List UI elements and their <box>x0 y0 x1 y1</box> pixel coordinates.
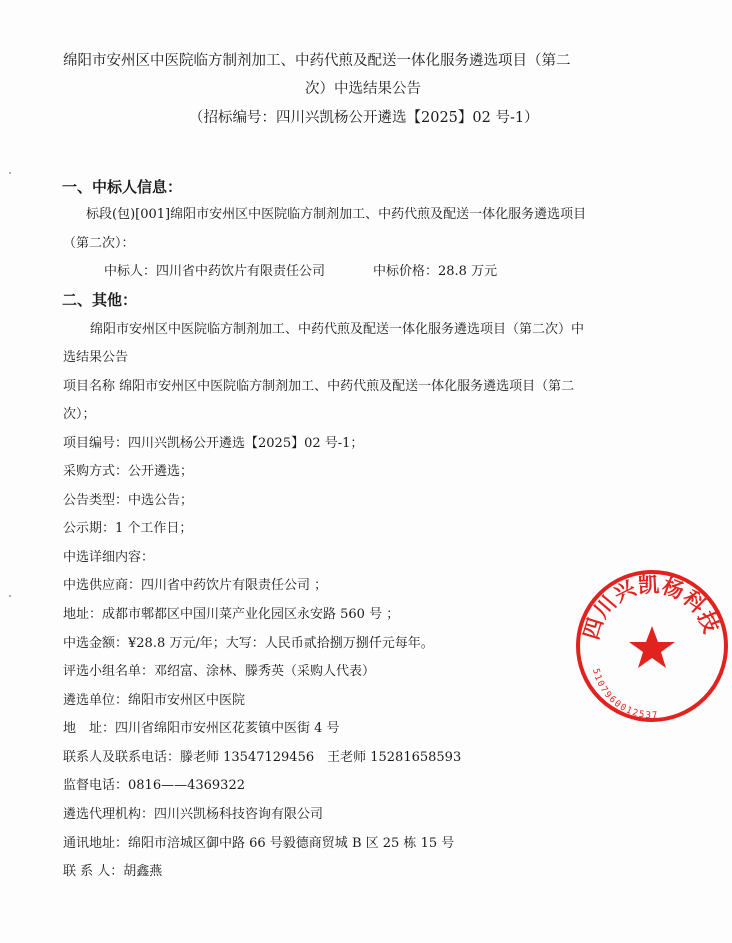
publicity-period: 公示期：1 个工作日； <box>63 521 193 536</box>
seal-code: 5107960012537 <box>590 667 660 722</box>
lot-line1: 标段(包)[001]绵阳市安州区中医院临方制剂加工、中药代煎及配送一体化服务遴选项目 <box>86 207 587 222</box>
agency: 遴选代理机构：四川兴凯杨科技咨询有限公司 <box>63 807 324 822</box>
supervision-phone: 监督电话：0816——4369322 <box>63 778 245 793</box>
project-name-line2: 次）； <box>63 407 96 422</box>
section2-heading: 二、其他： <box>62 291 138 309</box>
project-number: 项目编号：四川兴凯杨公开遴选【2025】02 号-1； <box>63 436 364 451</box>
seal-text: 四川兴凯杨科技 <box>578 572 724 643</box>
doc-title-line2: 次）中选结果公告 <box>305 81 421 97</box>
project-name-line1: 项目名称 绵阳市安州区中医院临方制剂加工、中药代煎及配送一体化服务遴选项目（第二 <box>63 379 575 394</box>
lot-line2: （第二次）： <box>63 236 135 251</box>
agency-contact: 联 系 人：胡鑫燕 <box>63 864 163 879</box>
section1-heading: 一、中标人信息： <box>62 178 183 196</box>
notice-type: 公告类型：中选公告； <box>63 493 194 508</box>
details-label: 中选详细内容： <box>63 550 155 565</box>
winner: 中标人：四川省中药饮片有限责任公司 <box>104 264 326 279</box>
official-seal <box>572 566 732 726</box>
selected-supplier: 中选供应商：四川省中药饮片有限责任公司 ； <box>63 578 328 593</box>
seal-star-icon <box>629 626 675 668</box>
contacts: 联系人及联系电话：滕老师 13547129456 王老师 15281658593 <box>63 750 462 765</box>
agency-address: 通讯地址：绵阳市涪城区御中路 66 号毅德商贸城 B 区 25 栋 15 号 <box>63 836 455 851</box>
scan-mark <box>9 172 11 174</box>
selected-amount: 中选金额：¥28.8 万元/年；大写：人民币贰拾捌万捌仟元每年。 <box>63 636 434 651</box>
tender-number: （招标编号：四川兴凯杨公开遴选【2025】02 号-1） <box>189 110 539 126</box>
panel-members: 评选小组名单：邓绍富、涂林、滕秀英（采购人代表） <box>63 664 376 679</box>
intro-line1: 绵阳市安州区中医院临方制剂加工、中药代煎及配送一体化服务遴选项目（第二次）中 <box>90 322 585 337</box>
procurement-method: 采购方式：公开遴选； <box>63 464 194 479</box>
doc-title-line1: 绵阳市安州区中医院临方制剂加工、中药代煎及配送一体化服务遴选项目（第二 <box>63 53 571 69</box>
winning-price: 中标价格：28.8 万元 <box>373 264 498 279</box>
supplier-address: 地址：成都市郫都区中国川菜产业化园区永安路 560 号 ； <box>63 607 400 622</box>
scan-mark <box>9 595 11 597</box>
intro-line2: 选结果公告 <box>63 350 129 365</box>
unit-address: 地 址：四川省绵阳市安州区花荄镇中医街 4 号 <box>63 721 340 736</box>
selecting-unit: 遴选单位：绵阳市安州区中医院 <box>63 693 246 708</box>
